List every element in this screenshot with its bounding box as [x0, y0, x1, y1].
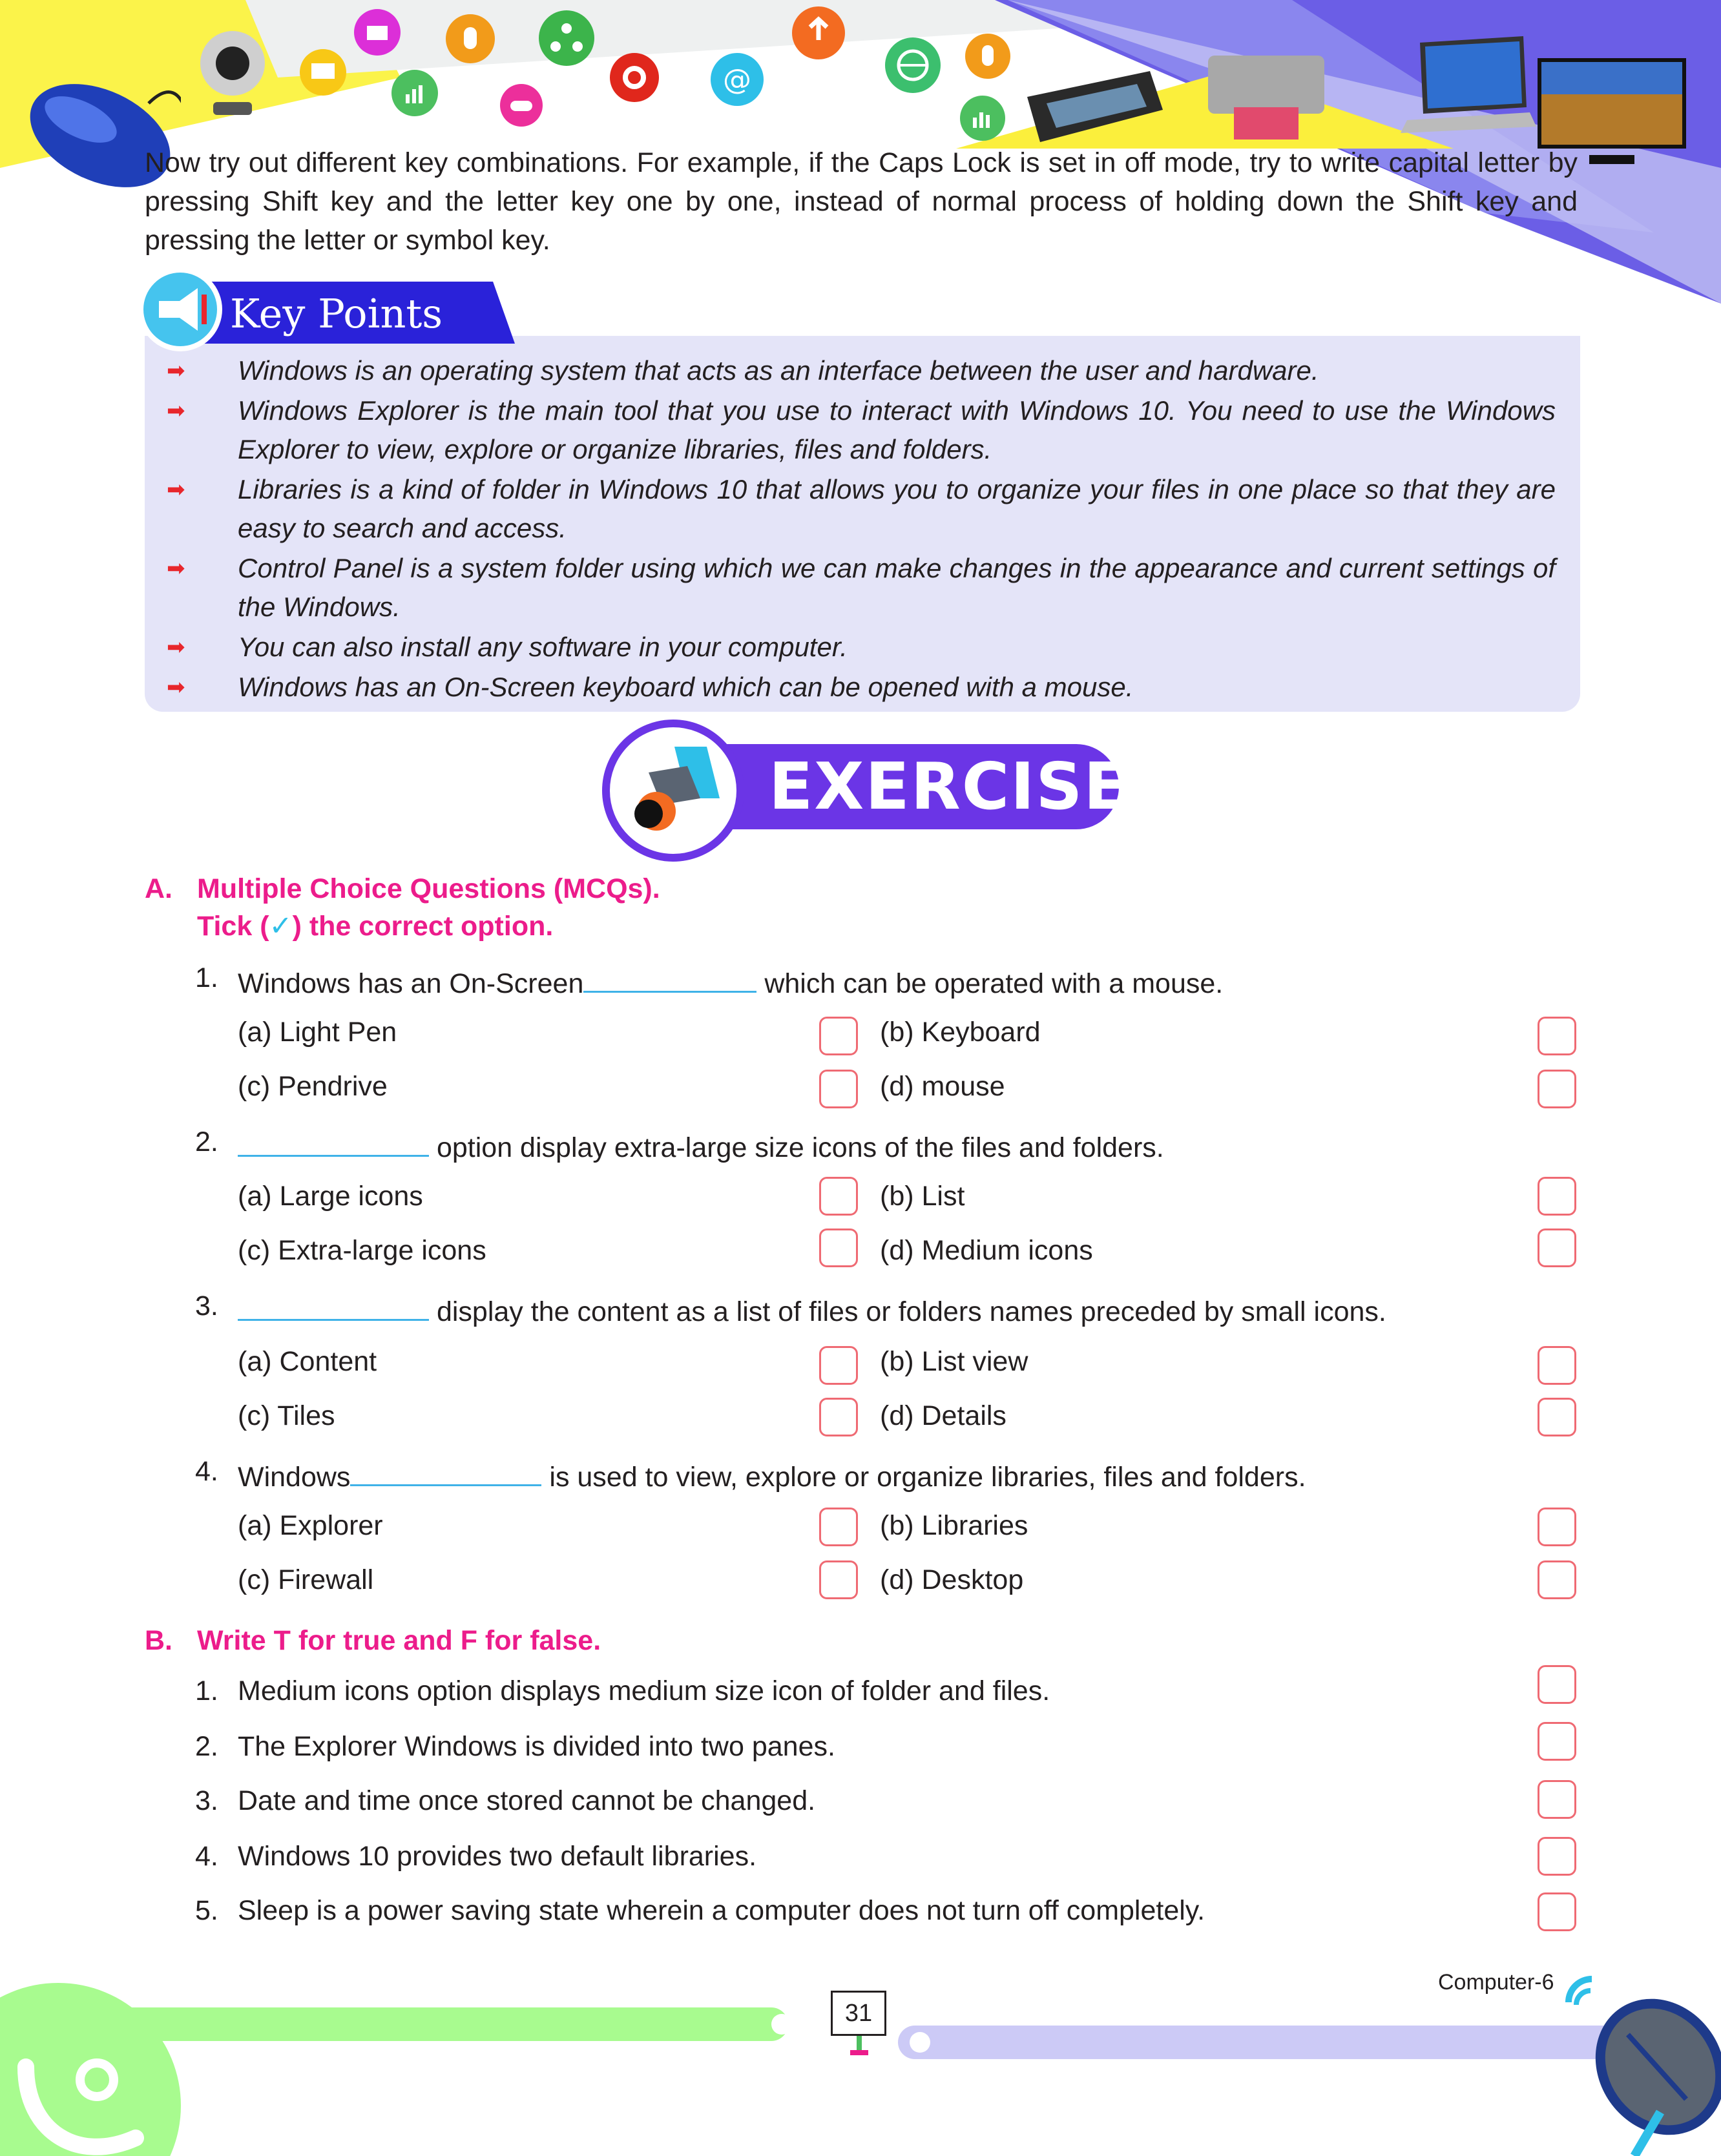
- megaphone-icon: [138, 267, 222, 351]
- section-title: Multiple Choice Questions (MCQs).: [197, 873, 660, 904]
- arrow-icon: ➡: [167, 675, 185, 700]
- answer-box[interactable]: [1538, 1665, 1576, 1704]
- list-item: ➡ Windows Explorer is the main tool that you use to interact with Windows 10. You need to use the Windows Explorer to view, explore or organize libraries, files and folders.: [167, 391, 1556, 469]
- answer-box[interactable]: [1538, 1837, 1576, 1876]
- answer-blank[interactable]: [238, 1290, 429, 1321]
- statement-text: Medium icons option displays medium size icon of folder and files.: [238, 1675, 1050, 1706]
- question-number: 2.: [195, 1731, 218, 1762]
- student-computer-icon: [602, 720, 744, 862]
- scanner-icon: [1021, 58, 1169, 149]
- option-checkbox[interactable]: [1538, 1228, 1576, 1267]
- question-number: 4.: [195, 1841, 218, 1872]
- network-icon: [537, 9, 596, 67]
- key-points-title: Key Points: [230, 290, 443, 337]
- monitor-icon: [298, 48, 348, 97]
- option-label: (b) Libraries: [880, 1510, 1028, 1541]
- option-checkbox[interactable]: [819, 1508, 858, 1546]
- question-text: display the content as a list of files or folders names preceded by small icons.: [238, 1290, 1386, 1328]
- exercise-title: EXERCISE: [769, 749, 1129, 824]
- option-label: (b) List: [880, 1181, 965, 1212]
- arrow-icon: ➡: [167, 399, 185, 423]
- option-checkbox[interactable]: [1538, 1070, 1576, 1108]
- option-label: (c) Pendrive: [238, 1071, 388, 1102]
- answer-blank[interactable]: [583, 962, 756, 993]
- option-checkbox[interactable]: [1538, 1177, 1576, 1216]
- statement-text: The Explorer Windows is divided into two panes.: [238, 1731, 835, 1762]
- section-letter: B.: [145, 1625, 172, 1656]
- answer-box[interactable]: [1538, 1722, 1576, 1761]
- list-item: ➡ You can also install any software in your computer.: [167, 628, 1556, 667]
- section-letter: A.: [145, 873, 172, 904]
- section-instruction: Tick (✓) the correct option.: [197, 911, 554, 942]
- upload-icon: [791, 5, 846, 61]
- chart-icon: [390, 68, 439, 118]
- list-item: ➡ Libraries is a kind of folder in Windows 10 that allows you to organize your files in one place so that they are easy to search and access.: [167, 470, 1556, 548]
- tick-icon: ✓: [269, 911, 293, 942]
- option-label: (b) List view: [880, 1346, 1028, 1377]
- monitor-stand-icon: [848, 2036, 871, 2058]
- question-number: 3.: [195, 1785, 218, 1816]
- statement-text: Sleep is a power saving state wherein a computer does not turn off completely.: [238, 1895, 1205, 1926]
- satellite-dish-icon: [1563, 1964, 1721, 2156]
- list-item: ➡ Control Panel is a system folder using which we can make changes in the appearance and current settings of the Windows.: [167, 549, 1556, 627]
- answer-box[interactable]: [1538, 1780, 1576, 1819]
- statement-text: Date and time once stored cannot be changed.: [238, 1785, 816, 1816]
- svg-text:@: @: [723, 63, 751, 96]
- arrow-icon: ➡: [167, 477, 185, 502]
- key-points-list: [167, 351, 1556, 708]
- at-sign-icon: [709, 52, 765, 107]
- option-checkbox[interactable]: [819, 1398, 858, 1436]
- option-checkbox[interactable]: [1538, 1508, 1576, 1546]
- section-title: Write T for true and F for false.: [197, 1625, 601, 1656]
- option-checkbox[interactable]: [1538, 1346, 1576, 1385]
- arrow-icon: ➡: [167, 556, 185, 581]
- question-number: 2.: [195, 1126, 218, 1157]
- intro-paragraph: Now try out different key combinations. For example, if the Caps Lock is set in off mode, try to write capital letter by pressing Shift key and the letter key one by one, instead of normal process of holding down the Shift key and pressing the letter or symbol key.: [145, 147, 1578, 256]
- footer-dot: [771, 2014, 792, 2035]
- webcam-icon: [187, 25, 278, 128]
- option-checkbox[interactable]: [819, 1560, 858, 1599]
- footer-green-bar: [103, 2007, 788, 2041]
- option-label: (d) Details: [880, 1400, 1007, 1431]
- question-number: 5.: [195, 1895, 218, 1926]
- question-text: Windows has an On-Screen which can be operated with a mouse.: [238, 962, 1223, 1000]
- arrow-icon: ➡: [167, 358, 185, 383]
- footer-lavender-bar: [898, 2026, 1628, 2059]
- option-checkbox[interactable]: [1538, 1398, 1576, 1436]
- printer-icon: [1202, 36, 1331, 146]
- gamepad-icon: [499, 83, 544, 128]
- question-number: 1.: [195, 1675, 218, 1706]
- option-label: (c) Tiles: [238, 1400, 335, 1431]
- option-checkbox[interactable]: [819, 1177, 858, 1216]
- option-checkbox[interactable]: [819, 1070, 858, 1108]
- footer-dot: [910, 2032, 930, 2053]
- option-label: (d) Medium icons: [880, 1235, 1093, 1266]
- answer-box[interactable]: [1538, 1892, 1576, 1931]
- globe-icon: [884, 36, 942, 94]
- gear-icon: [609, 52, 660, 103]
- option-checkbox[interactable]: [819, 1228, 858, 1267]
- question-number: 3.: [195, 1290, 218, 1322]
- option-label: (b) Keyboard: [880, 1017, 1041, 1048]
- option-label: (c) Firewall: [238, 1564, 374, 1595]
- list-item: ➡ Windows is an operating system that acts as an interface between the user and hardware.: [167, 351, 1556, 390]
- mouse-icon: [964, 32, 1012, 80]
- option-label: (a) Content: [238, 1346, 377, 1377]
- mouse-icon: [444, 13, 496, 65]
- answer-blank[interactable]: [238, 1126, 429, 1157]
- laptop-icon: [1401, 36, 1536, 146]
- option-checkbox[interactable]: [819, 1346, 858, 1385]
- option-checkbox[interactable]: [1538, 1560, 1576, 1599]
- bar-chart-icon: [959, 94, 1007, 142]
- book-label: Computer-6: [1438, 1970, 1554, 1995]
- list-item: ➡ Windows has an On-Screen keyboard which can be opened with a mouse.: [167, 668, 1556, 707]
- option-label: (c) Extra-large icons: [238, 1235, 486, 1266]
- question-text: option display extra-large size icons of the files and folders.: [238, 1126, 1164, 1164]
- option-label: (a) Explorer: [238, 1510, 383, 1541]
- question-text: Windows is used to view, explore or organize libraries, files and folders.: [238, 1456, 1306, 1493]
- folder-icon: [353, 8, 402, 57]
- option-label: (a) Large icons: [238, 1181, 423, 1212]
- question-number: 1.: [195, 962, 218, 993]
- option-checkbox[interactable]: [819, 1017, 858, 1055]
- statement-text: Windows 10 provides two default libraries.: [238, 1841, 757, 1872]
- option-label: (d) Desktop: [880, 1564, 1024, 1595]
- page-number: 31: [831, 1991, 886, 2036]
- arrow-icon: ➡: [167, 635, 185, 659]
- question-number: 4.: [195, 1456, 218, 1487]
- answer-blank[interactable]: [350, 1456, 541, 1486]
- option-checkbox[interactable]: [1538, 1017, 1576, 1055]
- option-label: (a) Light Pen: [238, 1017, 397, 1048]
- green-circle-decoration: [0, 1976, 181, 2156]
- option-label: (d) mouse: [880, 1071, 1005, 1102]
